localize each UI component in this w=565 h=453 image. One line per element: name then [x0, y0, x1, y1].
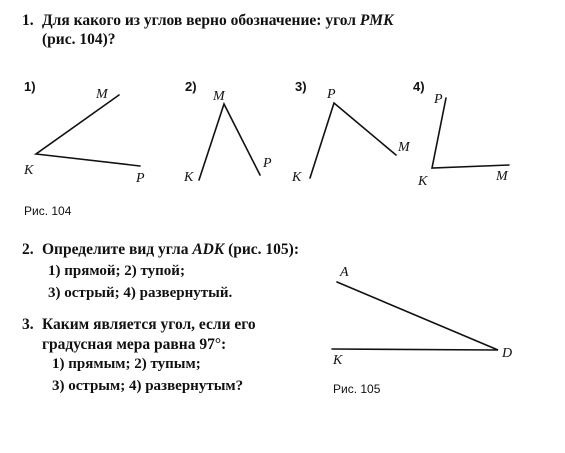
question-2-number: 2.: [22, 241, 34, 258]
fig104-option-4: 4): [413, 79, 425, 94]
question-1-number: 1.: [22, 12, 34, 29]
fig104-option-3: 3): [295, 79, 307, 94]
angle-name-pmk: PMK: [359, 12, 394, 29]
question-2-options-line-2: 3) острый; 4) развернутый.: [48, 285, 233, 301]
fig104-caption: Рис. 104: [24, 204, 72, 218]
fig105-label-a: A: [340, 265, 349, 280]
angle-name-adk: ADK: [192, 241, 225, 258]
fig105-label-d: D: [502, 346, 513, 361]
fig105-angle-adk: [332, 282, 498, 350]
fig104-angle-1: [36, 95, 140, 166]
question-1-figure-ref: (рис. 104)?: [42, 31, 116, 48]
question-3-options-line-2: 3) острым; 4) развернутым?: [52, 378, 244, 394]
fig104-angle-3: [310, 103, 396, 178]
fig104-2-label-m: M: [213, 89, 225, 104]
question-3-line-2: градусная мера равна 97°:: [42, 336, 227, 353]
fig104-4-label-k: K: [418, 174, 428, 189]
fig104-1-label-p: P: [136, 171, 145, 186]
question-2-line-1: [22, 241, 299, 259]
fig105-caption: Рис. 105: [333, 382, 381, 396]
fig104-2-label-k: K: [184, 170, 194, 185]
fig105-label-k: K: [333, 353, 343, 368]
fig104-2-label-p: P: [263, 156, 272, 171]
question-3-number: 3.: [22, 316, 34, 333]
fig104-1-label-m: M: [96, 87, 108, 102]
fig104-3-label-k: K: [292, 170, 302, 185]
fig104-angle-4: [432, 98, 509, 168]
question-3-line-1: [22, 316, 256, 334]
fig104-option-2: 2): [185, 79, 197, 94]
fig104-3-label-p: P: [327, 87, 336, 102]
fig104-1-label-k: K: [24, 163, 34, 178]
fig104-option-1: 1): [24, 79, 36, 94]
fig104-4-label-p: P: [434, 92, 443, 107]
question-3-text: Каким является угол, если его: [42, 316, 256, 333]
question-2-text: Определите вид угла: [42, 241, 193, 258]
fig104-4-label-m: M: [496, 169, 508, 184]
fig104-angle-2: [199, 104, 260, 180]
fig104-3-label-m: M: [398, 140, 410, 155]
question-3-options-line-1: 1) прямым; 2) тупым;: [52, 356, 201, 372]
question-1-text: Для какого из углов верно обозначение: угол: [42, 12, 360, 29]
question-2-figure-ref: (рис. 105):: [224, 241, 300, 258]
question-2-options-line-1: 1) прямой; 2) тупой;: [48, 263, 185, 279]
